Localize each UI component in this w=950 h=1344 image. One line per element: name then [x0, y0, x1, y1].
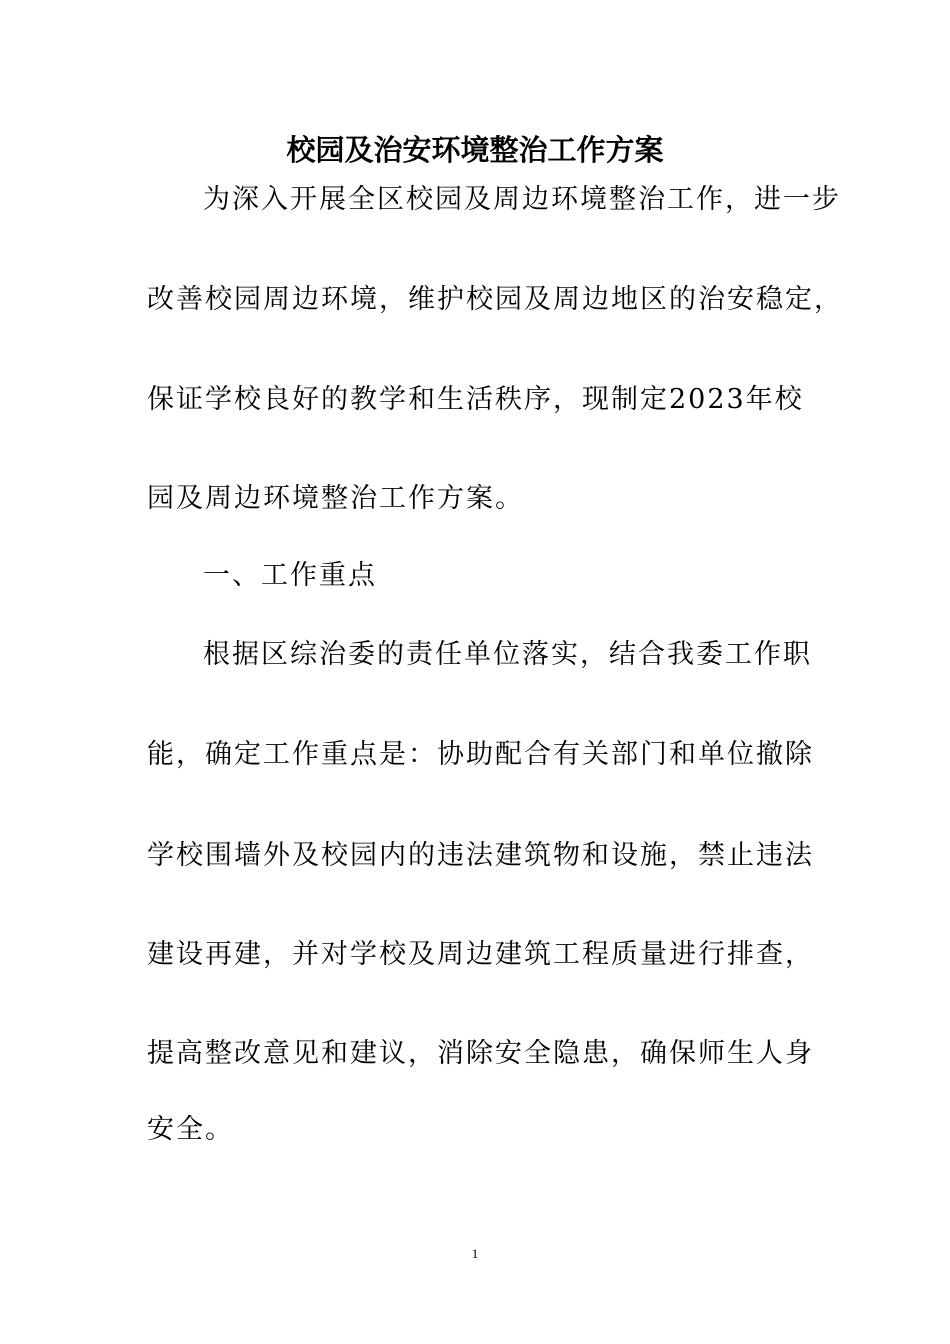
paragraph-line: 园及周边环境整治工作方案。 [147, 483, 524, 514]
section-heading: 一、工作重点 [203, 560, 377, 591]
paragraph-line: 建设再建，并对学校及周边建筑工程质量进行排查， [147, 939, 814, 970]
paragraph-line: 能，确定工作重点是：协助配合有关部门和单位撤除 [147, 739, 814, 770]
paragraph-line: 保证学校良好的教学和生活秩序，现制定2023年校 [147, 384, 804, 415]
page-number: 1 [471, 1246, 479, 1261]
paragraph-line: 为深入开展全区校园及周边环境整治工作，进一步 [203, 184, 841, 215]
paragraph-line: 改善校园周边环境，维护校园及周边地区的治安稳定， [147, 284, 843, 315]
paragraph-line: 学校围墙外及校园内的违法建筑物和设施，禁止违法 [147, 840, 814, 871]
paragraph-line: 提高整改意见和建议，消除安全隐患，确保师生人身 [147, 1038, 814, 1069]
document-title: 校园及治安环境整治工作方案 [286, 133, 664, 167]
paragraph-line: 根据区综治委的责任单位落实，结合我委工作职 [203, 639, 812, 670]
paragraph-line: 安全。 [147, 1114, 234, 1145]
